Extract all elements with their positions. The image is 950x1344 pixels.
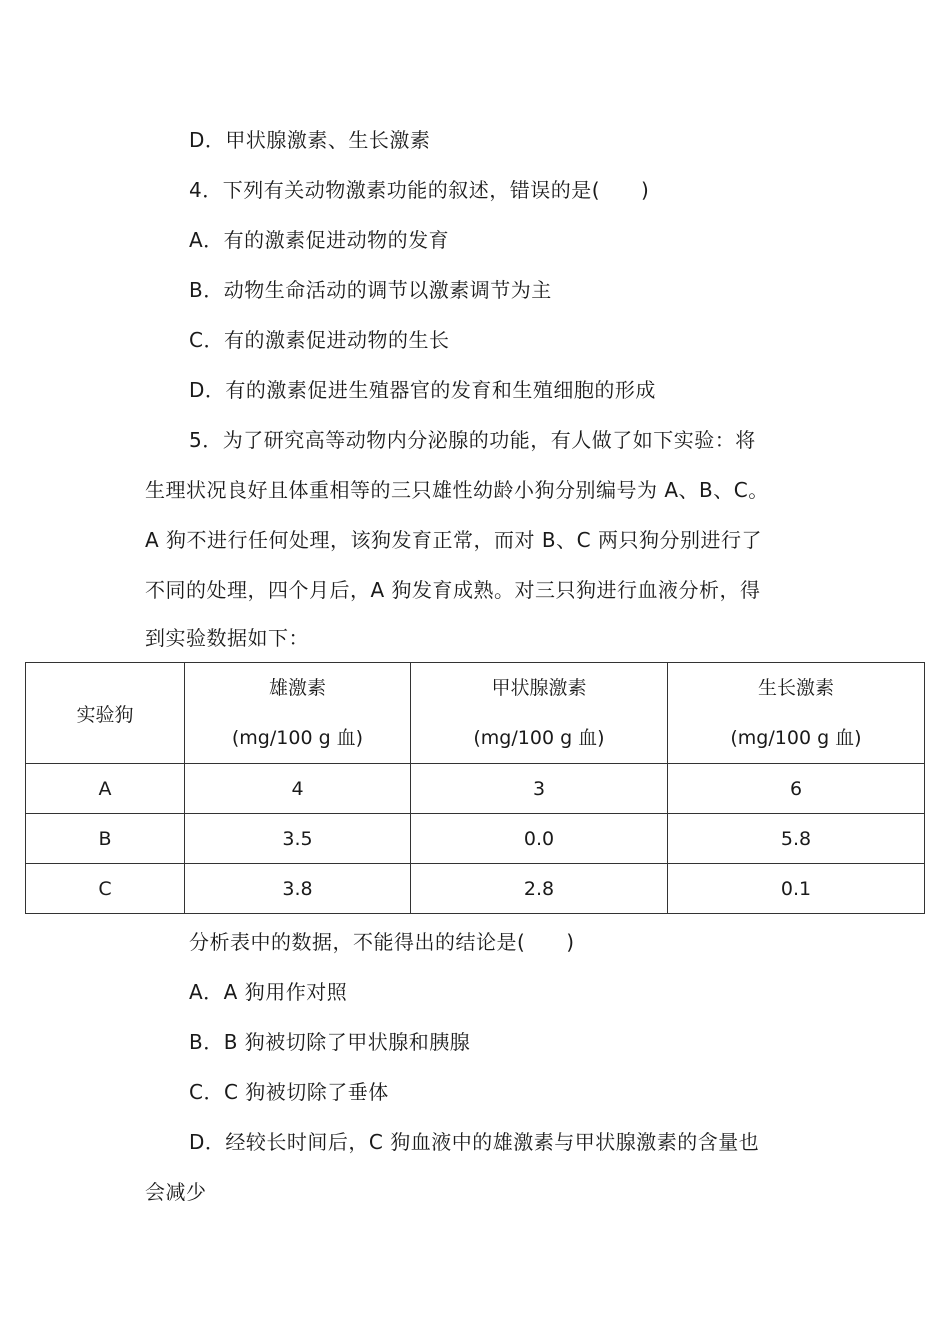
question-5-stem-line-4: 不同的处理，四个月后，A 狗发育成熟。对三只狗进行血液分析，得 <box>145 578 761 602</box>
table-cell: 3.8 <box>185 864 411 914</box>
question-5-stem-line-5: 到实验数据如下： <box>145 626 309 650</box>
q4-option-a: A．有的激素促进动物的发育 <box>189 228 450 252</box>
table-cell: 6 <box>668 764 925 814</box>
table-cell: 0.1 <box>668 864 925 914</box>
q4-option-c: C．有的激素促进动物的生长 <box>189 328 450 352</box>
header-unit: (mg/100 g 血) <box>473 727 605 749</box>
header-unit: (mg/100 g 血) <box>231 727 364 749</box>
q5-option-a: A．A 狗用作对照 <box>189 980 348 1004</box>
question-5-stem-line-2: 生理状况良好且体重相等的三只雄性幼龄小狗分别编号为 A、B、C。 <box>145 478 769 502</box>
header-name: 生长激素 <box>757 677 834 699</box>
table-row <box>26 864 925 914</box>
table-row <box>26 814 925 864</box>
option-d-q3: D．甲状腺激素、生长激素 <box>189 128 431 152</box>
header-growth-hormone <box>668 663 925 764</box>
dog-label: C <box>26 864 185 914</box>
dog-label: B <box>26 814 185 864</box>
question-4-stem: 4．下列有关动物激素功能的叙述，错误的是( ) <box>189 178 650 202</box>
q4-option-d: D．有的激素促进生殖器官的发育和生殖细胞的形成 <box>189 378 656 402</box>
q4-option-b: B．动物生命活动的调节以激素调节为主 <box>189 278 552 302</box>
header-name: 雄激素 <box>268 677 326 699</box>
hormone-data-table <box>25 662 925 914</box>
dog-label: A <box>26 764 185 814</box>
table-cell: 4 <box>185 764 411 814</box>
q5-option-c: C．C 狗被切除了垂体 <box>189 1080 389 1104</box>
header-androgen <box>185 663 411 764</box>
table-cell: 0.0 <box>411 814 668 864</box>
q5-option-d-line-1: D．经较长时间后，C 狗血液中的雄激素与甲状腺激素的含量也 <box>189 1130 760 1154</box>
question-5-stem-line-3: A 狗不进行任何处理，该狗发育正常，而对 B、C 两只狗分别进行了 <box>145 528 762 552</box>
q5-option-b: B．B 狗被切除了甲状腺和胰腺 <box>189 1030 471 1054</box>
table-cell: 2.8 <box>411 864 668 914</box>
header-thyroid-hormone <box>411 663 668 764</box>
table-row <box>26 764 925 814</box>
header-unit: (mg/100 g 血) <box>730 727 862 749</box>
table-cell: 5.8 <box>668 814 925 864</box>
question-5-stem-line-1: 5．为了研究高等动物内分泌腺的功能，有人做了如下实验：将 <box>189 428 756 452</box>
table-cell: 3.5 <box>185 814 411 864</box>
table-header-row <box>26 663 925 764</box>
question-5-prompt: 分析表中的数据，不能得出的结论是( ) <box>189 930 575 954</box>
header-name: 甲状腺激素 <box>491 677 587 699</box>
table-cell: 3 <box>411 764 668 814</box>
q5-option-d-line-2: 会减少 <box>145 1180 207 1204</box>
table-corner-cell: 实验狗 <box>26 663 185 764</box>
